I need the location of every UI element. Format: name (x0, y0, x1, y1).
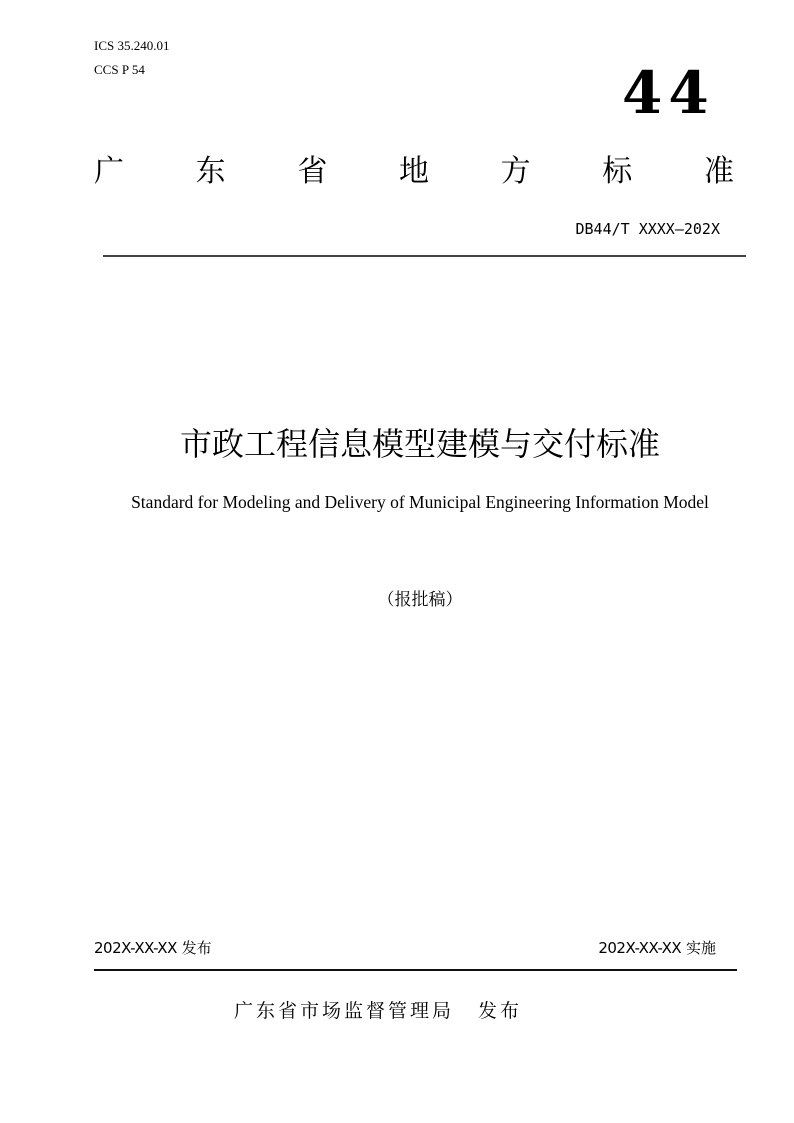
issue-date: 202X-XX-XX (94, 939, 177, 957)
standard-type-char: 省 (297, 154, 328, 189)
implement-date: 202X-XX-XX (598, 939, 682, 957)
document-title-english: Standard for Modeling and Delivery of Municipal Engineering Information Model (131, 492, 709, 512)
header-divider (103, 255, 746, 257)
standard-type-char: 地 (398, 154, 429, 189)
implement-label: 实施 (685, 939, 716, 957)
standard-type-char: 东 (195, 154, 226, 189)
standard-type-heading (94, 152, 734, 192)
publisher-action: 发布 (478, 1000, 523, 1022)
standard-number: DB44/T XXXX—202X (575, 220, 720, 238)
footer-divider (94, 969, 737, 971)
draft-status: （报批稿） (377, 590, 463, 610)
publisher-line (234, 998, 522, 1024)
implement-date-block (598, 938, 716, 958)
publisher-name: 广东省市场监督管理局 (234, 1000, 455, 1022)
issue-label: 发布 (181, 939, 212, 957)
standard-type-char: 方 (500, 154, 531, 189)
standard-type-char: 标 (602, 154, 633, 189)
region-code: 44 (622, 59, 715, 127)
standard-type-char: 广 (94, 154, 124, 189)
issue-date-block (94, 938, 212, 958)
document-title-chinese: 市政工程信息模型建模与交付标准 (179, 425, 660, 463)
ccs-code: CCS P 54 (94, 62, 145, 77)
ics-code: ICS 35.240.01 (94, 38, 170, 53)
standard-type-char: 准 (703, 154, 734, 189)
